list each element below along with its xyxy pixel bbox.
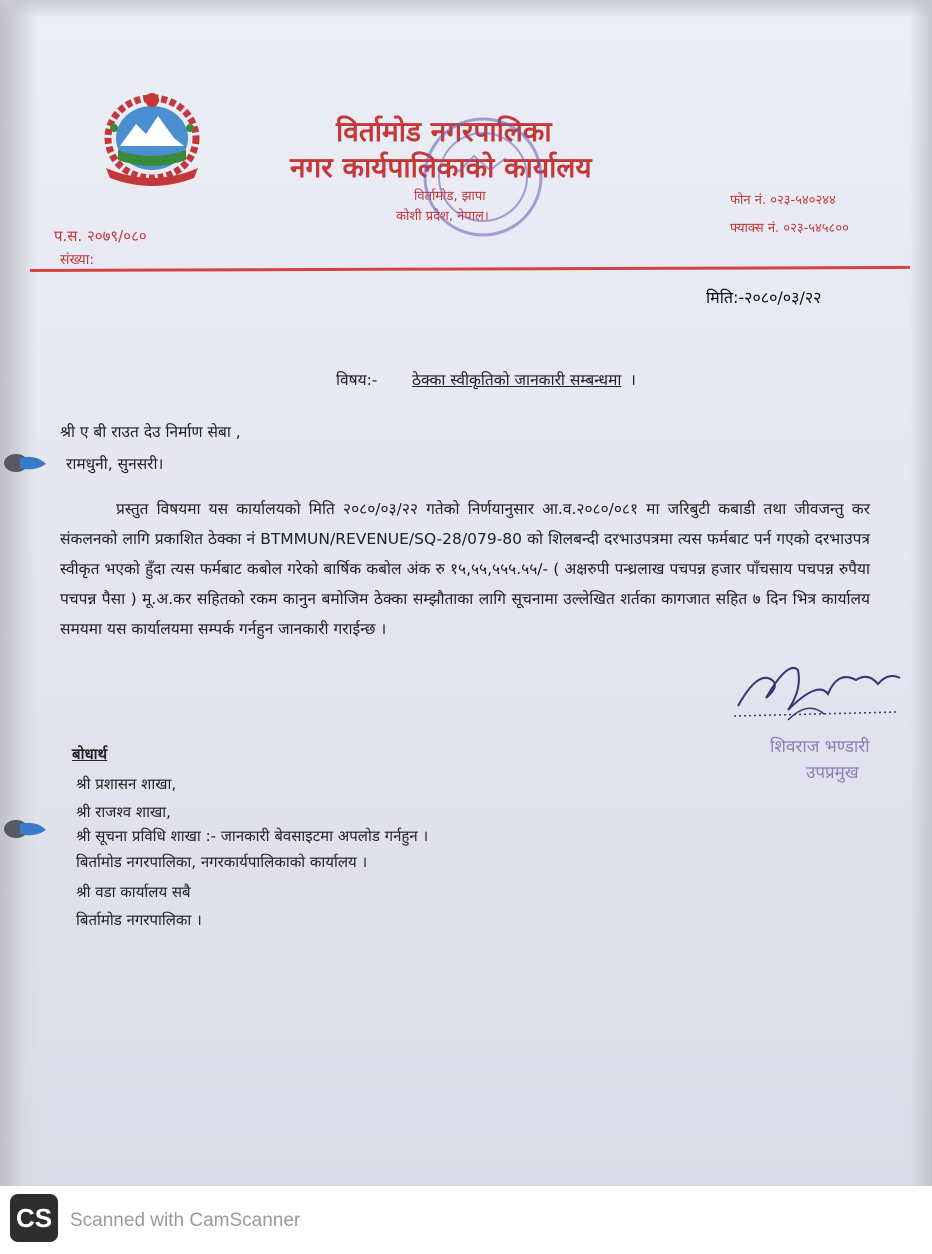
letter-date: मिति:-२०८०/०३/२२: [706, 288, 822, 307]
copy-to-heading: बोधार्थ: [72, 745, 108, 763]
copy-to-item: श्री राजश्व शाखा,: [76, 803, 171, 821]
phone-number: फोन नं. ०२३-५४०२४४: [730, 193, 836, 208]
copy-to-item: श्री प्रशासन शाखा,: [76, 775, 177, 793]
letter-body: प्रस्तुत विषयमा यस कार्यालयको मिति २०८०/०३/२२ गतेको निर्णयानुसार आ.व.२०८०/०८१ मा जरिबुटी कबाडी तथा जीवजन्तु कर संकलनको लागि प्रकाशित ठेक्का नं BTMMUN/REVENUE/SQ-28/079-80 को शिलबन्दी दरभाउपत्रमा त्यस फर्मबाट पर्न गएको दरभाउपत्र स्वीकृत भएको हुँदा त्यस फर्मबाट कबोल गरेको बार्षिक कबोल अंक रु १५,५५,५५५.५५/- ( अक्षरुपी पन्ध्रलाख पचपन्न हजार पाँचसाय पचपन्न रुपैया पचपन्न पैसा ) मू.अ.कर सहितको रकम कानुन बमोजिम ठेक्का सम्झौताका लागि सूचनामा उल्लेखित शर्तका कागजात सहित ७ दिन भित्र कार्यालय समयमा यस कार्यालयमा सम्पर्क गर्नहुन जानकारी गराईन्छ ।: [60, 500, 870, 638]
letterhead-divider: [30, 266, 910, 272]
page-edge-shadow-left: [0, 0, 38, 1186]
punch-hole-icon: [2, 452, 48, 474]
office-name: नगर कार्यपालिकाको कार्यालय: [290, 151, 592, 184]
subject-prefix: विषय:-: [336, 371, 378, 389]
page-edge-shadow-right: [910, 0, 932, 1186]
subject-end-mark: ।: [630, 371, 636, 389]
scanner-watermark-text: Scanned with CamScanner: [70, 1210, 301, 1231]
camscanner-logo-icon: CS: [10, 1194, 58, 1242]
reference-number: प.स. २०७९/०८०: [54, 227, 147, 245]
fax-number: फ्याक्स नं. ०२३-५४५८००: [730, 221, 849, 236]
address-line-2: कोशी प्रदेश, नेपाल।: [396, 209, 489, 224]
addressee-name: श्री ए बी राउत देउ निर्माण सेबा ,: [60, 423, 241, 441]
punch-hole-icon: [2, 818, 48, 840]
handwritten-signature: [728, 650, 910, 730]
org-name: विर्तामोड नगरपालिका: [336, 115, 552, 148]
dispatch-number-label: संख्या:: [60, 252, 95, 268]
copy-to-item: श्री वडा कार्यालय सबै: [76, 883, 191, 901]
signatory-name: शिवराज भण्डारी: [770, 737, 870, 757]
copy-to-item: बिर्तामोड नगरपालिका ।: [76, 911, 202, 929]
address-line-1: विर्तामोड, झापा: [414, 189, 486, 204]
office-stamp-icon: [418, 112, 548, 242]
subject-text: ठेक्का स्वीकृतिको जानकारी सम्बन्धमा: [412, 371, 622, 389]
scanner-footer: [0, 1186, 932, 1254]
addressee-address: रामधुनी, सुनसरी।: [66, 455, 164, 473]
nepal-emblem-icon: [96, 88, 208, 190]
copy-to-item: बिर्तामोड नगरपालिका, नगरकार्यपालिकाको कार्यालय ।: [76, 853, 368, 871]
page-edge-shadow-top: [0, 0, 932, 18]
copy-to-item: श्री सूचना प्रविधि शाखा :- जानकारी बेवसाइटमा अपलोड गर्नहुन ।: [76, 827, 429, 845]
signatory-title: उपप्रमुख: [806, 763, 859, 783]
